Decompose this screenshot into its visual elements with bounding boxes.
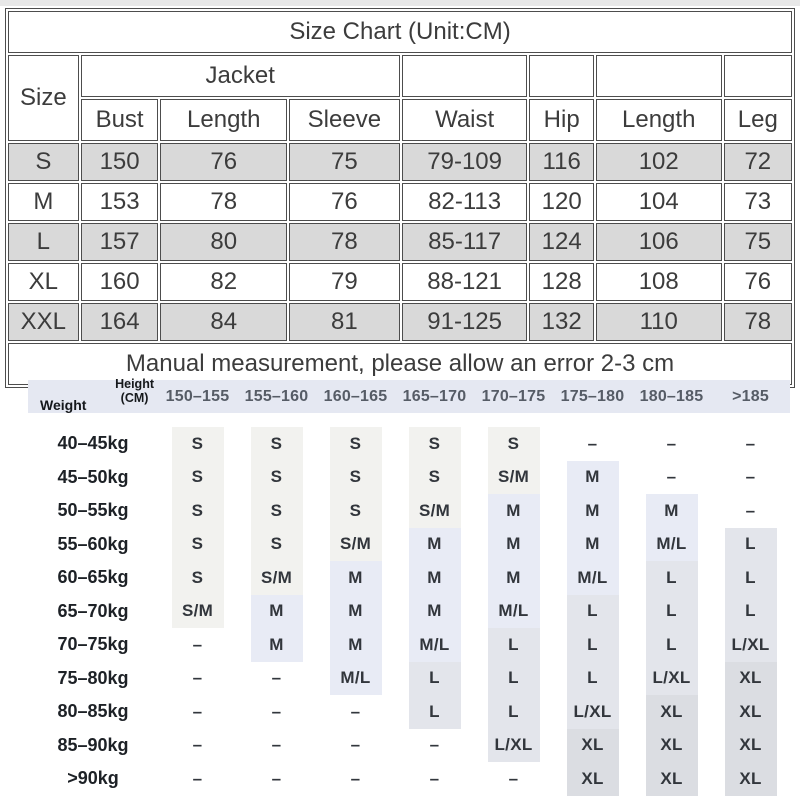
height-range-header: 160–165 (323, 387, 388, 405)
fit-cell (632, 729, 711, 763)
measurement-value: 81 (289, 303, 400, 341)
recommended-size: – (271, 701, 282, 721)
recommended-size: L (745, 601, 756, 621)
recommended-size: L (429, 668, 440, 688)
recommended-size: – (271, 768, 282, 788)
size-value: M (8, 183, 79, 221)
recommended-size: – (350, 768, 361, 788)
fit-cell (237, 561, 316, 595)
fit-cell (553, 662, 632, 696)
fit-cell (158, 762, 237, 796)
recommended-size: L/XL (731, 634, 770, 654)
measurement-value: 160 (81, 263, 159, 301)
fit-cell (711, 427, 790, 461)
measurement-value: 91-125 (402, 303, 528, 341)
measurement-value: 82 (160, 263, 287, 301)
empty-header-cell (596, 55, 722, 97)
recommended-size: L (587, 634, 598, 654)
fit-cell (237, 628, 316, 662)
column-header-leg: Leg (724, 99, 792, 141)
measurement-value: 120 (529, 183, 593, 221)
weight-range-label: 40–45kg (57, 433, 129, 454)
height-axis-label: Height (CM) (115, 377, 154, 406)
recommended-size: – (745, 433, 756, 453)
column-header-length: Length (596, 99, 722, 141)
recommended-size: S (428, 433, 441, 453)
recommended-size: S (349, 500, 362, 520)
fit-cell (395, 662, 474, 696)
recommended-size: – (666, 433, 677, 453)
fit-cell (711, 461, 790, 495)
fit-cell (395, 528, 474, 562)
fit-cell (316, 729, 395, 763)
height-range-header: 165–170 (402, 387, 467, 405)
fit-cell (711, 762, 790, 796)
measurement-value: 75 (289, 143, 400, 181)
fit-cell (553, 695, 632, 729)
fit-cell (474, 628, 553, 662)
fit-cell (316, 528, 395, 562)
size-chart-table (5, 8, 795, 388)
recommended-size: – (508, 768, 519, 788)
height-range-header: 175–180 (560, 387, 625, 405)
fit-cell (632, 762, 711, 796)
weight-range-label: >90kg (67, 768, 119, 789)
recommended-size: L/XL (652, 668, 691, 688)
recommended-size: M (506, 567, 521, 587)
recommended-size: – (666, 467, 677, 487)
recommended-size: – (587, 433, 598, 453)
fit-cell (711, 662, 790, 696)
height-weight-fit-chart (28, 377, 790, 796)
weight-range-label: 70–75kg (57, 634, 129, 655)
measurement-value: 78 (289, 223, 400, 261)
fit-cell (316, 595, 395, 629)
recommended-size: S (191, 433, 204, 453)
fit-cell (158, 595, 237, 629)
fit-cell (395, 461, 474, 495)
fit-cell (237, 461, 316, 495)
fit-cell (316, 695, 395, 729)
fit-cell (632, 528, 711, 562)
measurement-value: 73 (724, 183, 792, 221)
fit-cell (395, 561, 474, 595)
recommended-size: M (427, 567, 442, 587)
fit-cell (158, 528, 237, 562)
measurement-value: 76 (160, 143, 287, 181)
fit-cell (711, 695, 790, 729)
fit-row (28, 762, 790, 796)
size-value: XL (8, 263, 79, 301)
fit-cell (474, 729, 553, 763)
recommended-size: S/M (418, 500, 451, 520)
fit-cell (316, 561, 395, 595)
measurement-value: 124 (529, 223, 593, 261)
recommended-size: L (666, 634, 677, 654)
fit-row (28, 595, 790, 629)
fit-cell (237, 528, 316, 562)
height-range-header: 170–175 (481, 387, 546, 405)
column-header-row (8, 99, 792, 141)
weight-axis-label: Weight (40, 397, 87, 413)
fit-cell (553, 561, 632, 595)
recommended-size: L (587, 601, 598, 621)
fit-cell (158, 461, 237, 495)
recommended-size: – (192, 701, 203, 721)
recommended-size: M (506, 534, 521, 554)
fit-cell (553, 528, 632, 562)
measurement-value: 150 (81, 143, 159, 181)
measurement-value: 76 (724, 263, 792, 301)
fit-cell (632, 561, 711, 595)
recommended-size: S (270, 534, 283, 554)
fit-cell (632, 695, 711, 729)
fit-cell (237, 494, 316, 528)
fit-cell (158, 628, 237, 662)
size-column-header: Size (8, 55, 79, 141)
measurement-value: 78 (160, 183, 287, 221)
size-value: XXL (8, 303, 79, 341)
height-range-header: 180–185 (639, 387, 704, 405)
fit-cell (632, 628, 711, 662)
measurement-note: Manual measurement, please allow an error 2-3 cm (8, 343, 792, 385)
recommended-size: M/L (340, 668, 371, 688)
recommended-size: M (585, 467, 600, 487)
recommended-size: XL (660, 701, 683, 721)
size-value: L (8, 223, 79, 261)
size-value: S (8, 143, 79, 181)
fit-cell (395, 695, 474, 729)
fit-row (28, 628, 790, 662)
recommended-size: L (508, 668, 519, 688)
measurement-value: 157 (81, 223, 159, 261)
recommended-size: – (745, 467, 756, 487)
fit-cell (711, 729, 790, 763)
fit-cell (474, 695, 553, 729)
measurement-value: 72 (724, 143, 792, 181)
measurement-value: 80 (160, 223, 287, 261)
fit-cell (395, 762, 474, 796)
recommended-size: M/L (498, 601, 529, 621)
recommended-size: – (192, 634, 203, 654)
fit-cell (632, 595, 711, 629)
fit-row (28, 695, 790, 729)
fit-cell (316, 427, 395, 461)
fit-row (28, 461, 790, 495)
fit-cell (237, 662, 316, 696)
title-row (8, 11, 792, 53)
weight-range-label: 85–90kg (57, 734, 129, 755)
recommended-size: M/L (419, 634, 450, 654)
fit-cell (474, 494, 553, 528)
recommended-size: M (585, 534, 600, 554)
recommended-size: S/M (497, 467, 530, 487)
recommended-size: S (428, 467, 441, 487)
fit-row (28, 729, 790, 763)
measurement-value: 110 (596, 303, 722, 341)
fit-chart-body (28, 427, 790, 796)
fit-cell (711, 628, 790, 662)
fit-cell (553, 729, 632, 763)
recommended-size: L (745, 534, 756, 554)
measurement-value: 128 (529, 263, 593, 301)
fit-cell (158, 695, 237, 729)
fit-cell (553, 461, 632, 495)
fit-cell (237, 595, 316, 629)
top-edge-strip (0, 0, 800, 6)
recommended-size: L (666, 601, 677, 621)
measurement-value: 132 (529, 303, 593, 341)
weight-range-label: 45–50kg (57, 466, 129, 487)
column-header-length: Length (160, 99, 287, 141)
recommended-size: – (192, 768, 203, 788)
weight-range-label: 60–65kg (57, 567, 129, 588)
recommended-size: – (745, 500, 756, 520)
recommended-size: S (270, 433, 283, 453)
fit-cell (395, 729, 474, 763)
measurement-value: 106 (596, 223, 722, 261)
recommended-size: L (508, 701, 519, 721)
fit-cell (553, 595, 632, 629)
size-row-l (8, 223, 792, 261)
recommended-size: S (349, 433, 362, 453)
measurement-value: 79-109 (402, 143, 528, 181)
recommended-size: S/M (339, 534, 372, 554)
fit-row (28, 528, 790, 562)
recommended-size: L (587, 668, 598, 688)
measurement-value: 153 (81, 183, 159, 221)
size-row-xl (8, 263, 792, 301)
fit-row (28, 494, 790, 528)
recommended-size: S (191, 500, 204, 520)
fit-cell (474, 561, 553, 595)
recommended-size: XL (581, 735, 604, 755)
weight-range-label: 75–80kg (57, 667, 129, 688)
jacket-group-header: Jacket (81, 55, 400, 97)
fit-cell (395, 595, 474, 629)
height-range-header: >185 (732, 387, 769, 405)
weight-range-label: 55–60kg (57, 533, 129, 554)
fit-cell (237, 427, 316, 461)
weight-range-label: 50–55kg (57, 500, 129, 521)
recommended-size: S/M (260, 567, 293, 587)
fit-cell (474, 528, 553, 562)
measurement-value: 79 (289, 263, 400, 301)
recommended-size: L (745, 567, 756, 587)
recommended-size: M/L (656, 534, 687, 554)
fit-cell (237, 729, 316, 763)
recommended-size: M (585, 500, 600, 520)
fit-cell (237, 762, 316, 796)
fit-cell (237, 695, 316, 729)
recommended-size: M (269, 601, 284, 621)
fit-chart-header-band (28, 377, 790, 413)
fit-cell (395, 628, 474, 662)
fit-cell (316, 662, 395, 696)
fit-cell (316, 494, 395, 528)
group-header-row (8, 55, 792, 97)
measurement-value: 82-113 (402, 183, 528, 221)
measurement-value: 104 (596, 183, 722, 221)
weight-range-label: 80–85kg (57, 701, 129, 722)
recommended-size: M (506, 500, 521, 520)
fit-row (28, 561, 790, 595)
fit-cell (316, 762, 395, 796)
fit-cell (474, 662, 553, 696)
measurement-value: 108 (596, 263, 722, 301)
fit-cell (632, 494, 711, 528)
fit-cell (474, 595, 553, 629)
recommended-size: – (271, 668, 282, 688)
fit-cell (158, 494, 237, 528)
recommended-size: S (270, 467, 283, 487)
fit-cell (158, 561, 237, 595)
recommended-size: XL (739, 735, 762, 755)
height-range-header: 155–160 (244, 387, 309, 405)
column-header-hip: Hip (529, 99, 593, 141)
recommended-size: M (269, 634, 284, 654)
fit-cell (632, 662, 711, 696)
empty-header-cell (402, 55, 528, 97)
recommended-size: M (427, 534, 442, 554)
recommended-size: M (664, 500, 679, 520)
measurement-value: 75 (724, 223, 792, 261)
measurement-value: 102 (596, 143, 722, 181)
column-header-bust: Bust (81, 99, 159, 141)
recommended-size: S/M (181, 601, 214, 621)
recommended-size: M (427, 601, 442, 621)
recommended-size: – (350, 735, 361, 755)
recommended-size: XL (739, 701, 762, 721)
fit-cell (632, 461, 711, 495)
fit-cell (711, 528, 790, 562)
axis-corner-cell (28, 377, 158, 413)
recommended-size: S (191, 467, 204, 487)
fit-row (28, 427, 790, 461)
recommended-size: L/XL (494, 735, 533, 755)
measurement-value: 116 (529, 143, 593, 181)
column-header-sleeve: Sleeve (289, 99, 400, 141)
size-row-m (8, 183, 792, 221)
recommended-size: – (271, 735, 282, 755)
fit-cell (474, 762, 553, 796)
recommended-size: L (508, 634, 519, 654)
recommended-size: XL (660, 768, 683, 788)
fit-cell (474, 461, 553, 495)
recommended-size: M (348, 601, 363, 621)
recommended-size: S (191, 567, 204, 587)
recommended-size: S (270, 500, 283, 520)
measurement-value: 76 (289, 183, 400, 221)
measurement-value: 78 (724, 303, 792, 341)
fit-cell (395, 427, 474, 461)
recommended-size: L (429, 701, 440, 721)
fit-cell (553, 628, 632, 662)
recommended-size: – (192, 735, 203, 755)
recommended-size: XL (581, 768, 604, 788)
measurement-value: 84 (160, 303, 287, 341)
size-row-s (8, 143, 792, 181)
size-chart-title: Size Chart (Unit:CM) (8, 11, 792, 53)
empty-header-cell (724, 55, 792, 97)
fit-cell (316, 461, 395, 495)
size-row-xxl (8, 303, 792, 341)
recommended-size: S (507, 433, 520, 453)
fit-cell (474, 427, 553, 461)
fit-cell (711, 561, 790, 595)
fit-cell (158, 427, 237, 461)
recommended-size: L (666, 567, 677, 587)
measurement-value: 88-121 (402, 263, 528, 301)
fit-cell (632, 427, 711, 461)
recommended-size: XL (739, 768, 762, 788)
recommended-size: – (429, 768, 440, 788)
fit-cell (553, 427, 632, 461)
recommended-size: – (192, 668, 203, 688)
fit-cell (553, 494, 632, 528)
recommended-size: M/L (577, 567, 608, 587)
fit-cell (711, 494, 790, 528)
recommended-size: M (348, 634, 363, 654)
column-header-waist: Waist (402, 99, 528, 141)
fit-cell (158, 729, 237, 763)
recommended-size: M (348, 567, 363, 587)
weight-range-label: 65–70kg (57, 600, 129, 621)
recommended-size: XL (739, 668, 762, 688)
fit-cell (553, 762, 632, 796)
recommended-size: – (429, 735, 440, 755)
measurement-value: 164 (81, 303, 159, 341)
recommended-size: L/XL (573, 701, 612, 721)
recommended-size: S (349, 467, 362, 487)
fit-cell (316, 628, 395, 662)
fit-row (28, 662, 790, 696)
measurement-value: 85-117 (402, 223, 528, 261)
recommended-size: XL (660, 735, 683, 755)
fit-cell (158, 662, 237, 696)
recommended-size: S (191, 534, 204, 554)
recommended-size: – (350, 701, 361, 721)
height-range-header: 150–155 (165, 387, 230, 405)
fit-cell (711, 595, 790, 629)
fit-cell (395, 494, 474, 528)
empty-header-cell (529, 55, 593, 97)
